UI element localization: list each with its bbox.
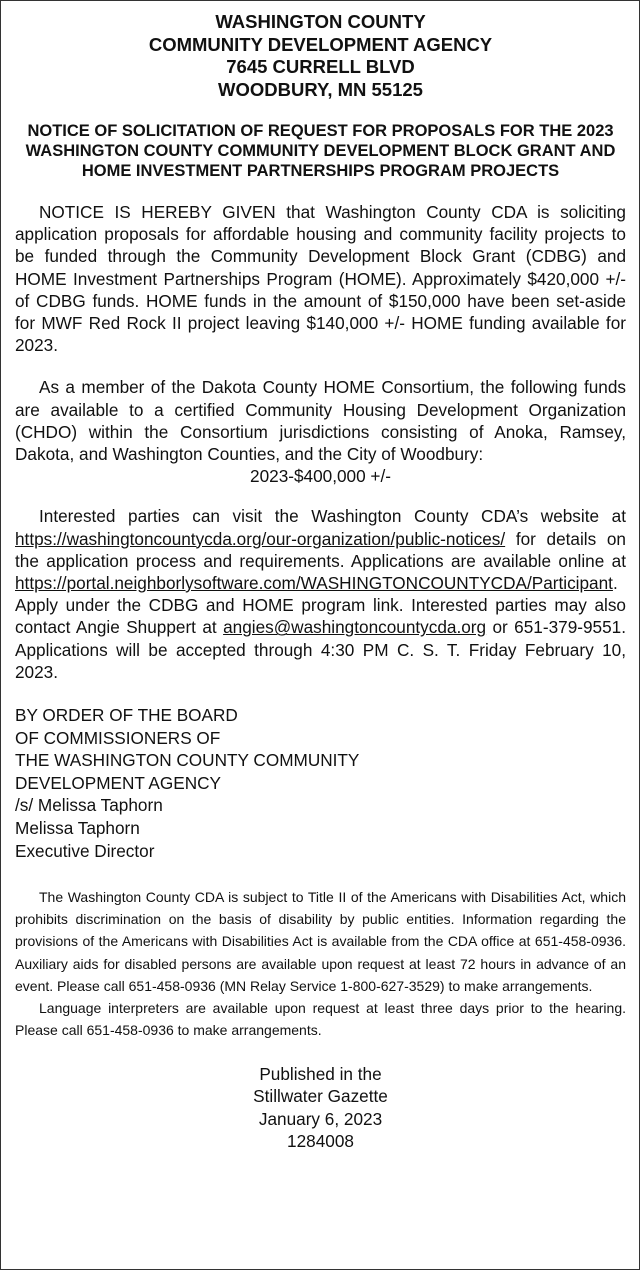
interpreter-notice-text: Language interpreters are available upon request at least three days prior to the hearing. Please call 651-458-0936 to make arrangements. [15, 999, 626, 1038]
paragraph-3 [15, 505, 626, 683]
paragraph-3-text-b: for details on the application process and requirements. Applications are available online at [15, 528, 626, 571]
paragraph-3-text-a: Interested parties can visit the Washington County CDA’s website at [39, 506, 626, 527]
signature-line-4: DEVELOPMENT AGENCY [15, 772, 221, 793]
funds-amount: 2023-$400,000 +/- [250, 466, 391, 487]
signature-line-6: Melissa Taphorn [15, 818, 140, 839]
signature-line-3: THE WASHINGTON COUNTY COMMUNITY [15, 750, 360, 771]
paragraph-1-text: NOTICE IS HEREBY GIVEN that Washington County CDA is soliciting application proposals for affordable housing and community facility projects to be funded through the Community Development Block Grant (CDBG) and HOME Investment Partnerships Program (HOME). Approximately $420,000 +/- of CDBG funds. HOME funds in the amount of $150,000 have been set-aside for MWF Red Rock II project leaving $140,000 +/- HOME funding available for 2023. [15, 202, 626, 356]
email-link[interactable]: angies@washingtoncountycda.org [223, 617, 487, 638]
signature-line-2: OF COMMISSIONERS OF [15, 727, 221, 748]
interpreter-notice [15, 997, 626, 1041]
published-line-2: Stillwater Gazette [253, 1086, 388, 1107]
ada-notice-text: The Washington County CDA is subject to Title II of the Americans with Disabilities Act, which prohibits discrimination on the basis of disability by public entities. Information regarding the provisions of the Americans with Disabilities Act is available from the CDA office at 651-458-0936. Auxiliary aids for disabled persons are available upon request at least 72 hours in advance of an event. Please call 651-458-0936 (MN Relay Service 1-800-627-3529) to make arrangements. [15, 889, 626, 994]
signature-line-5: /s/ Melissa Taphorn [15, 795, 163, 816]
paragraph-3-text-d: or 651-379-9551. Applications will be accepted through 4:30 PM C. S. T. Friday February 10, 2023. [15, 617, 626, 682]
paragraph-2-text: As a member of the Dakota County HOME Consortium, the following funds are available to a certified Community Housing Development Organization (CHDO) within the Consortium jurisdictions consisting of Anoka, Ramsey, Dakota, and Washington Counties, and the City of Woodbury: [15, 377, 626, 465]
signature-line-1: BY ORDER OF THE BOARD [15, 705, 238, 726]
paragraph-3-text-c: . Apply under the CDBG and HOME program link. Interested parties may also contact Angie Shuppert at [15, 573, 626, 638]
website-link[interactable]: https://washingtoncountycda.org/our-organization/public-notices/ [15, 528, 506, 549]
agency-header [15, 11, 626, 101]
header-line-1: WASHINGTON COUNTY [215, 11, 426, 32]
publication-info [15, 1063, 626, 1153]
paragraph-1 [15, 201, 626, 356]
notice-title: NOTICE OF SOLICITATION OF REQUEST FOR PROPOSALS FOR THE 2023 WASHINGTON COUNTY COMMUNITY DEVELOPMENT BLOCK GRANT AND HOME INVESTMENT PARTNERSHIPS PROGRAM PROJECTS [25, 122, 616, 180]
header-line-3: 7645 CURRELL BLVD [226, 56, 415, 77]
published-line-1: Published in the [259, 1063, 382, 1084]
paragraph-2 [15, 376, 626, 465]
header-line-2: COMMUNITY DEVELOPMENT AGENCY [148, 33, 493, 55]
published-line-3: January 6, 2023 [258, 1108, 383, 1129]
signature-block [15, 704, 626, 862]
signature-line-7: Executive Director [15, 840, 155, 861]
published-line-4: 1284008 [287, 1131, 354, 1152]
portal-link[interactable]: https://portal.neighborlysoftware.com/WASHINGTONCOUNTYCDA/Participant [15, 573, 613, 594]
ada-notice [15, 886, 626, 996]
header-line-4: WOODBURY, MN 55125 [218, 78, 423, 100]
